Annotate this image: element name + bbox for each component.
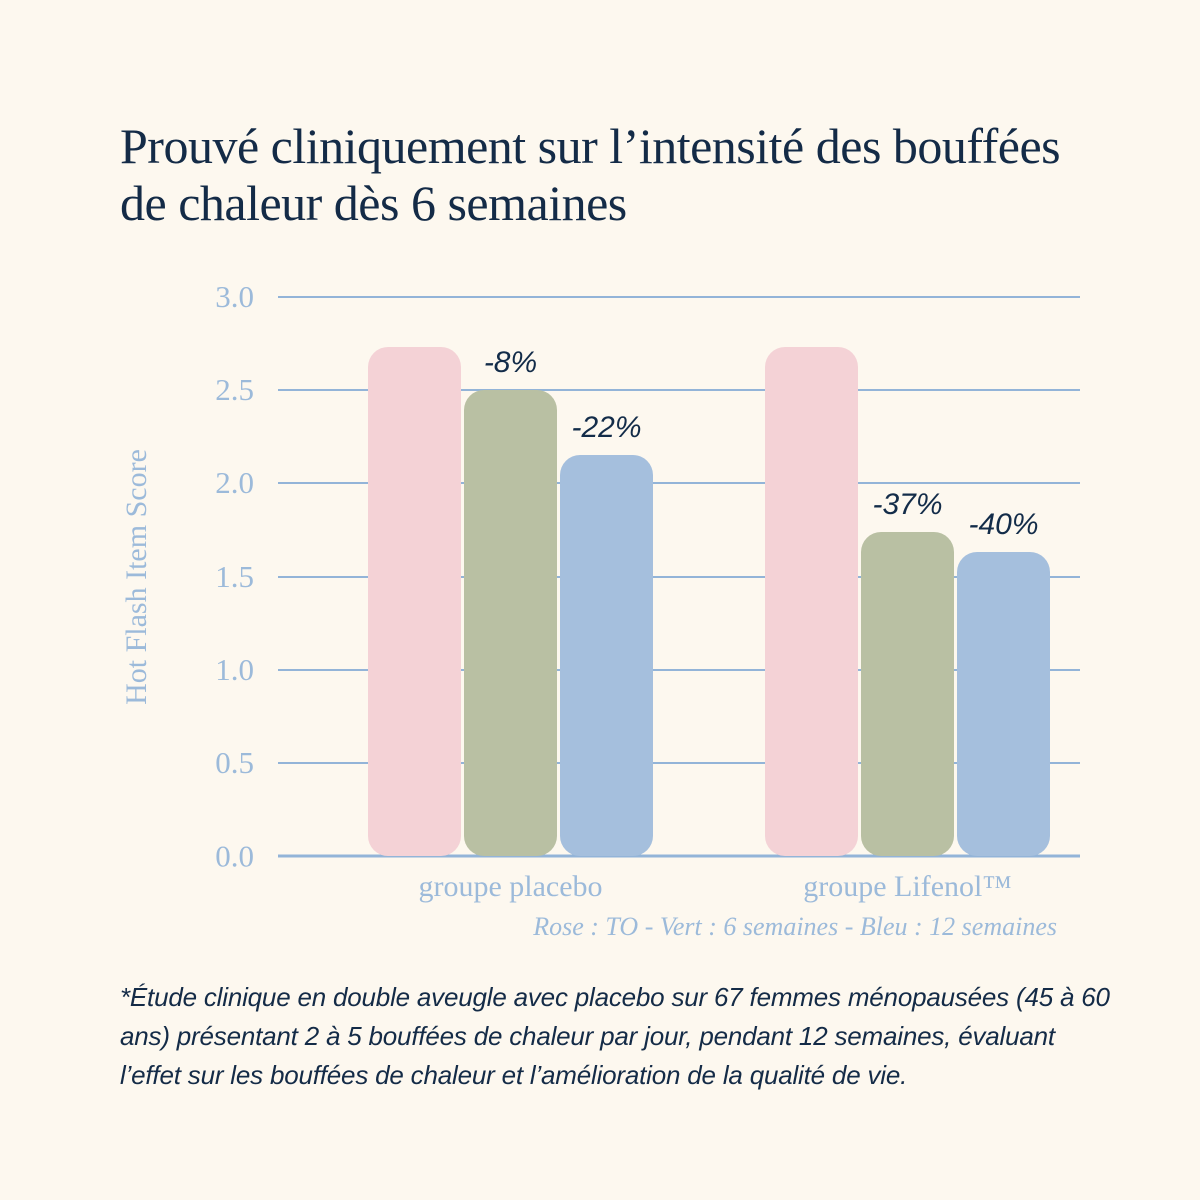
bar-group-placebo <box>368 297 653 903</box>
y-tick-label: 2.5 <box>215 372 254 408</box>
y-tick-label: 1.0 <box>215 651 254 687</box>
x-category-label: groupe placebo <box>418 870 603 903</box>
chart-legend: Rose : TO - Vert : 6 semaines - Bleu : 12 semaines <box>533 912 1057 941</box>
y-tick-label: 1.5 <box>215 558 254 594</box>
bar-rose <box>368 347 461 856</box>
study-footnote: *Étude clinique en double aveugle avec placebo sur 67 femmes ménopausées (45 à 60 ans) présentant 2 à 5 bouffées de chaleur par jour, pendant 12 semaines, évaluant l’effet sur les bouffées de chaleur et l’amélioration de la qualité de vie. <box>120 982 1110 1090</box>
bar-vert <box>861 487 954 856</box>
bar-bleu <box>560 411 653 856</box>
y-tick-label: 0.0 <box>215 838 254 873</box>
page-title: Prouvé cliniquement sur l’intensité des bouffées de chaleur dès 6 semaines <box>120 118 1061 231</box>
bar-group-lifenol <box>765 297 1050 903</box>
y-tick-label: 2.0 <box>215 465 254 501</box>
bar-rose <box>765 347 858 856</box>
bar-percent-label: -22% <box>571 411 642 445</box>
bar-percent-label: -8% <box>483 346 538 380</box>
bar-vert <box>464 346 557 856</box>
bar-percent-label: -37% <box>872 487 943 521</box>
bar-percent-label: -40% <box>968 508 1039 542</box>
bar-bleu <box>957 508 1050 856</box>
y-axis-title-text: Hot Flash Item Score <box>120 448 153 705</box>
y-tick-label: 0.5 <box>215 744 254 780</box>
y-tick-label: 3.0 <box>215 279 254 314</box>
x-category-label: groupe Lifenol™ <box>803 870 1012 903</box>
bar-chart-plot-area <box>215 279 1080 903</box>
